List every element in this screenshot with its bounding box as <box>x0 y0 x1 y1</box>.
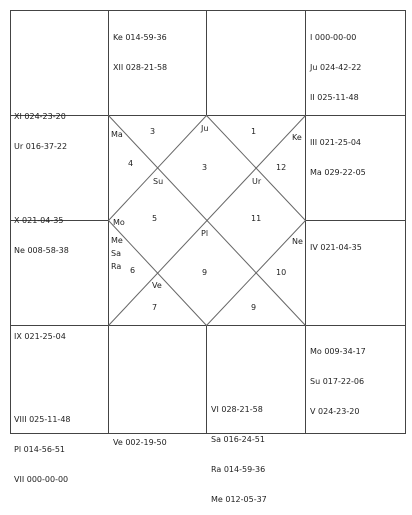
cell-line: II 025-11-48 <box>310 93 359 102</box>
house-number: 10 <box>276 268 287 277</box>
house-number: 3 <box>202 163 208 172</box>
planet-label: Su <box>153 177 164 186</box>
cell-line: VIII 025-11-48 <box>14 415 71 424</box>
planet-label: Ma <box>111 130 123 139</box>
cell-line: Pl 014-56-51 <box>14 445 65 454</box>
planet-label: Ra <box>111 262 122 271</box>
planet-label: Ke <box>292 133 302 142</box>
cell-line: IX 021-25-04 <box>14 332 66 341</box>
planet-label: Me <box>111 236 123 245</box>
cell-line: Ju 024-42-22 <box>310 63 362 72</box>
house-number: 11 <box>251 214 262 223</box>
house-number: 9 <box>202 268 208 277</box>
cell-line: XII 028-21-58 <box>113 63 168 72</box>
cell-right-3 <box>310 327 366 427</box>
cell-line: Me 012-05-37 <box>211 495 267 504</box>
cell-line: Su 017-22-06 <box>310 377 365 386</box>
planet-label: Ne <box>292 237 303 246</box>
cell-line: V 024-23-20 <box>310 407 360 416</box>
house-number: 6 <box>130 266 136 275</box>
cell-line: Ne 008-58-38 <box>14 246 69 255</box>
planet-label: Ve <box>152 281 162 290</box>
cell-left-3 <box>14 312 66 352</box>
house-number: 1 <box>251 127 257 136</box>
cell-line: Mo 009-34-17 <box>310 347 366 356</box>
cell-top-2 <box>113 13 167 83</box>
planet-label: Pl <box>201 229 209 238</box>
cell-line: Sa 016-24-51 <box>211 435 265 444</box>
planet-label: Mo <box>113 218 125 227</box>
cell-top-right <box>310 13 361 113</box>
house-number: 3 <box>150 127 156 136</box>
house-number: 9 <box>251 303 257 312</box>
cell-left-1 <box>14 92 67 162</box>
cell-line: Ma 029-22-05 <box>310 168 366 177</box>
planet-label: Ur <box>252 177 262 186</box>
house-number: 5 <box>152 214 158 223</box>
cell-line: Ra 014-59-36 <box>211 465 266 474</box>
cell-line: VI 028-21-58 <box>211 405 263 414</box>
cell-line: XI 024-23-20 <box>14 112 66 121</box>
cell-bottom-2 <box>113 418 167 458</box>
house-number: 7 <box>152 303 158 312</box>
cell-line: Ve 002-19-50 <box>113 438 167 447</box>
cell-line: Ur 016-37-22 <box>14 142 68 151</box>
cell-line: Ke 014-59-36 <box>113 33 167 42</box>
house-number: 4 <box>128 159 134 168</box>
cell-line: IV 021-04-35 <box>310 243 362 252</box>
cell-bottom-left <box>14 395 71 495</box>
house-number: 12 <box>276 163 287 172</box>
cell-bottom-3 <box>211 385 267 515</box>
cell-line: I 000-00-00 <box>310 33 357 42</box>
cell-line: III 021-25-04 <box>310 138 362 147</box>
cell-left-2 <box>14 196 69 266</box>
cell-right-2 <box>310 223 362 263</box>
cell-line: VII 000-00-00 <box>14 475 69 484</box>
planet-label: Sa <box>111 249 121 258</box>
cell-right-1 <box>310 118 366 188</box>
planet-label: Ju <box>201 124 209 133</box>
cell-line: X 021-04-35 <box>14 216 64 225</box>
